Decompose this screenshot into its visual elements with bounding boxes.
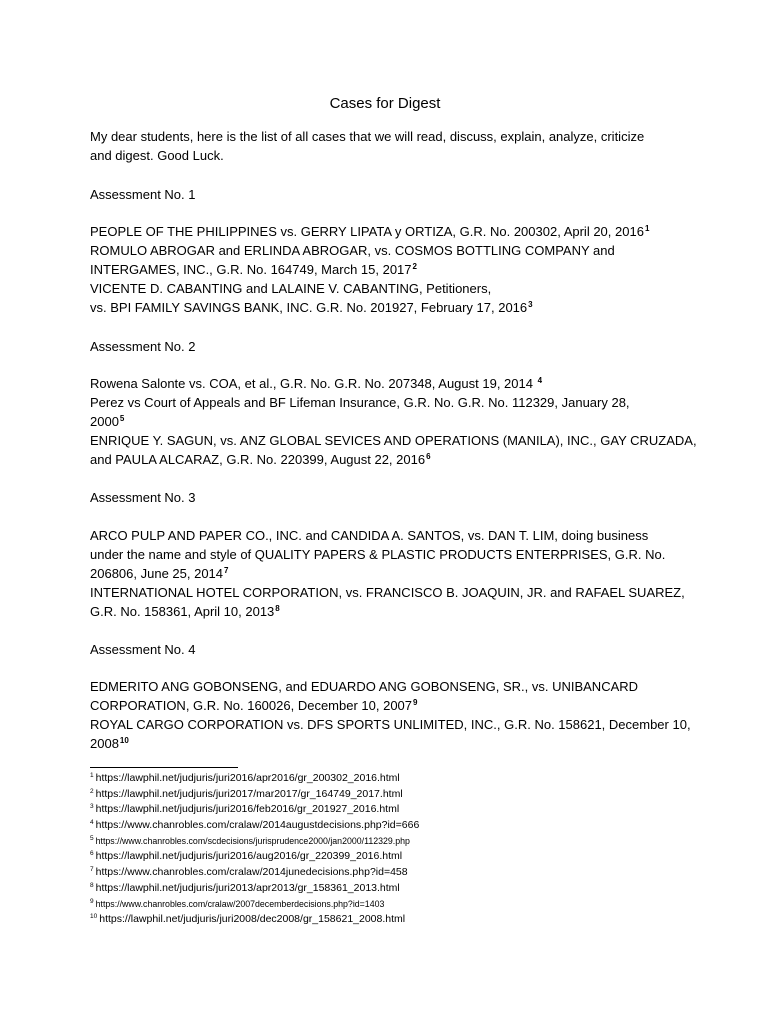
assessment-case-list	[90, 677, 690, 753]
footnote-link[interactable]: https://lawphil.net/judjuris/juri2016/feb2016/gr_201927_2016.html	[95, 803, 400, 816]
footnote-link[interactable]: https://www.chanrobles.com/scdecisions/jurisprudence2000/jan2000/112329.php	[95, 835, 410, 846]
case-line: ROMULO ABROGAR and ERLINDA ABROGAR, vs. COSMOS BOTTLING COMPANY and	[90, 243, 615, 258]
case-line: VICENTE D. CABANTING and LALAINE V. CABANTING, Petitioners,	[90, 281, 492, 296]
case-line: vs. BPI FAMILY SAVINGS BANK, INC. G.R. No. 201927, February 17, 2016$^3$	[90, 300, 533, 315]
case-line: and PAULA ALCARAZ, G.R. No. 220399, August 22, 2016$^6$	[90, 452, 431, 467]
assessment-heading: Assessment No. 1	[90, 187, 196, 202]
footnote-link[interactable]: https://lawphil.net/judjuris/juri2008/dec2008/gr_158621_2008.html	[99, 913, 406, 926]
footnote-ref[interactable]: 4	[537, 376, 543, 385]
assessment-heading: Assessment No. 4	[90, 642, 196, 657]
footnote-number: 2	[90, 787, 94, 795]
footnote	[90, 834, 690, 850]
footnote	[90, 771, 690, 787]
assessment-case-list	[90, 374, 697, 469]
footnote	[90, 881, 690, 897]
footnote-link[interactable]: https://www.chanrobles.com/cralaw/2007decemberdecisions.php?id=1403	[95, 898, 385, 909]
intro-line: and digest. Good Luck.	[90, 148, 224, 163]
case-line: ROYAL CARGO CORPORATION vs. DFS SPORTS UNLIMITED, INC., G.R. No. 158621, December 10,	[90, 717, 691, 732]
footnote-number: 10	[90, 913, 98, 921]
footnote-separator	[90, 767, 238, 768]
assessment-case-list	[90, 526, 690, 621]
footnote-number: 8	[90, 881, 94, 889]
footnote	[90, 865, 690, 881]
footnote-number: 6	[90, 850, 94, 858]
footnote-ref[interactable]: 7	[224, 566, 229, 575]
case-line: PEOPLE OF THE PHILIPPINES vs. GERRY LIPATA y ORTIZA, G.R. No. 200302, April 20, 2016$^1$	[90, 224, 650, 239]
footnote-link[interactable]: https://www.chanrobles.com/cralaw/2014augustdecisions.php?id=666	[95, 819, 420, 832]
case-line: 2008$^{10}$	[90, 736, 129, 751]
footnote	[90, 787, 690, 803]
footnote	[90, 897, 690, 913]
case-line: Perez vs Court of Appeals and BF Lifeman Insurance, G.R. No. G.R. No. 112329, January 28,	[90, 395, 630, 410]
case-line: under the name and style of QUALITY PAPERS & PLASTIC PRODUCTS ENTERPRISES, G.R. No.	[90, 547, 666, 562]
case-line: 206806, June 25, 2014$^7$	[90, 566, 229, 581]
footnote-ref[interactable]: 2	[412, 262, 417, 271]
intro-paragraph	[90, 127, 690, 165]
footnote-link[interactable]: https://lawphil.net/judjuris/juri2013/apr2013/gr_158361_2013.html	[95, 881, 400, 894]
footnote-ref[interactable]: 8	[275, 604, 280, 613]
footnote-ref[interactable]: 3	[528, 300, 533, 309]
footnote-ref[interactable]: 6	[426, 452, 431, 461]
footnote-ref[interactable]: 5	[119, 414, 125, 423]
footnote-number: 4	[90, 819, 94, 827]
footnote-number: 1	[90, 772, 94, 779]
footnotes	[90, 771, 690, 928]
case-line: ENRIQUE Y. SAGUN, vs. ANZ GLOBAL SEVICES AND OPERATIONS (MANILA), INC., GAY CRUZADA,	[90, 433, 697, 448]
page-title: Cases for Digest	[329, 95, 441, 112]
footnote-link[interactable]: https://lawphil.net/judjuris/juri2016/aug2016/gr_220399_2016.html	[95, 850, 403, 863]
footnote-link[interactable]: https://www.chanrobles.com/cralaw/2014junedecisions.php?id=458	[95, 866, 408, 879]
assessment-heading: Assessment No. 2	[90, 339, 196, 354]
footnote	[90, 912, 690, 928]
case-line: CORPORATION, G.R. No. 160026, December 10, 2007$^9$	[90, 698, 418, 713]
document-page	[90, 0, 697, 1024]
assessment-heading: Assessment No. 3	[90, 490, 196, 505]
footnote-number: 3	[90, 803, 94, 811]
footnote-number: 7	[90, 866, 94, 874]
case-line: G.R. No. 158361, April 10, 2013$^8$	[90, 604, 280, 619]
footnote	[90, 802, 690, 818]
footnote-number: 9	[90, 897, 94, 905]
footnote-ref[interactable]: 10	[119, 736, 129, 745]
footnote	[90, 818, 690, 834]
case-line: INTERGAMES, INC., G.R. No. 164749, March 15, 2017$^2$	[90, 262, 417, 277]
case-line: EDMERITO ANG GOBONSENG, and EDUARDO ANG GOBONSENG, SR., vs. UNIBANCARD	[90, 679, 639, 694]
footnote-link[interactable]: https://lawphil.net/judjuris/juri2017/mar2017/gr_164749_2017.html	[95, 787, 403, 800]
case-line: INTERNATIONAL HOTEL CORPORATION, vs. FRANCISCO B. JOAQUIN, JR. and RAFAEL SUAREZ,	[90, 585, 685, 600]
footnote-ref[interactable]: 1	[644, 224, 650, 233]
footnote	[90, 849, 690, 865]
footnote-ref[interactable]: 9	[413, 698, 418, 707]
assessment-case-list	[90, 222, 690, 317]
footnote-number: 5	[90, 834, 94, 842]
footnote-link[interactable]: https://lawphil.net/judjuris/juri2016/apr2016/gr_200302_2016.html	[95, 772, 400, 784]
case-line: Rowena Salonte vs. COA, et al., G.R. No. G.R. No. 207348, August 19, 2014 $^4$	[90, 376, 543, 391]
intro-line: My dear students, here is the list of all cases that we will read, discuss, explain, analyze, criticize	[90, 129, 645, 144]
case-line: 2000$^5$	[90, 414, 125, 429]
case-line: ARCO PULP AND PAPER CO., INC. and CANDIDA A. SANTOS, vs. DAN T. LIM, doing business	[90, 528, 649, 543]
